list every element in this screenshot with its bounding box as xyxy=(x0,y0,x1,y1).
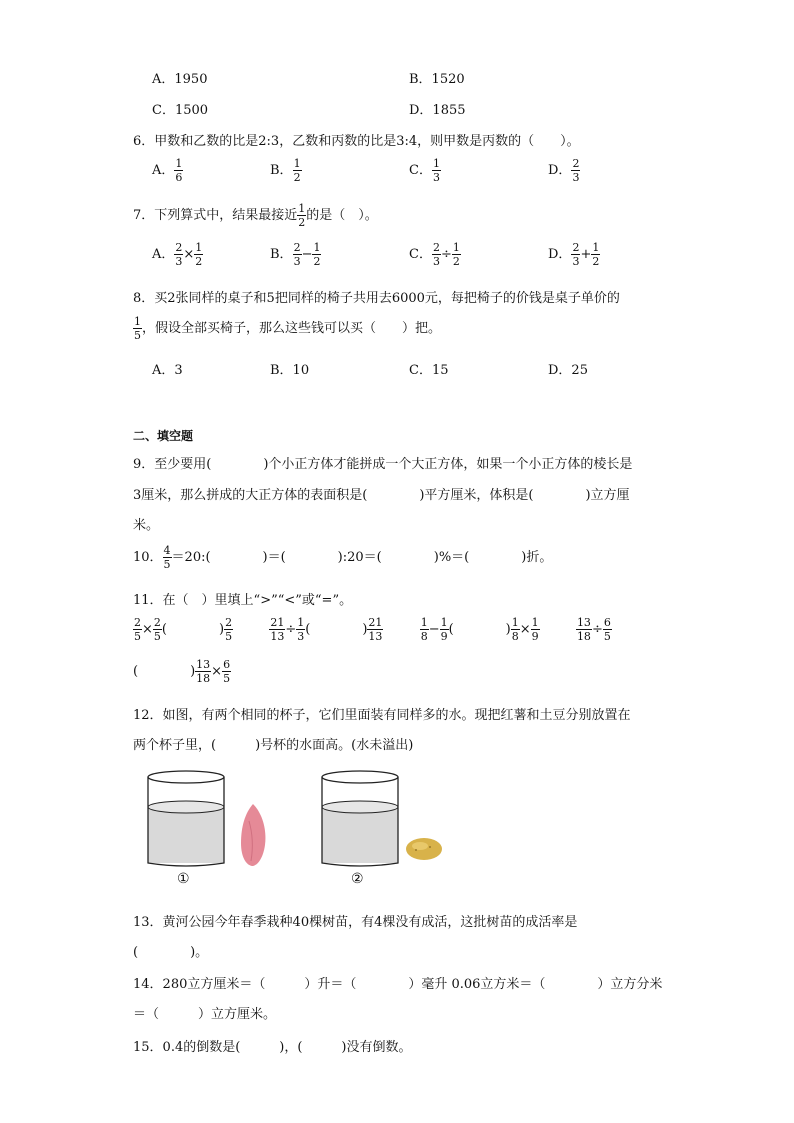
q8-line1: 8．买2张同样的桌子和5把同样的椅子共用去6000元，每把椅子的价钱是桌子单价的 xyxy=(133,291,620,306)
q8-option-b: B．10 xyxy=(270,363,310,378)
q9-line2: 3厘米，那么拼成的大正方体的表面积是( )平方厘米，体积是( )立方厘 xyxy=(133,488,630,503)
q7-option-c: C． $\frac{2}{3}$ ÷ $\frac{1}{2}$ xyxy=(409,241,460,268)
cup-1-figure xyxy=(140,765,235,869)
q13-line1: 13．黄河公园今年春季栽种40棵树苗，有4棵没有成活，这批树苗的成活率是 xyxy=(133,915,578,930)
cup-2-label: ② xyxy=(351,871,364,887)
cup-1-rim xyxy=(148,771,224,783)
q9-line3: 米。 xyxy=(133,518,160,533)
sweet-potato-icon xyxy=(238,803,268,868)
cup-2-water-surface xyxy=(322,801,398,813)
q7-stem: 7．下列算式中，结果最接近 $\frac{1}{2}$ 的是（ ）。 xyxy=(133,202,378,229)
q7-option-a: A． $\frac{2}{3}$ × $\frac{1}{2}$ xyxy=(152,241,203,268)
q6-option-d: D． $\frac{2}{3}$ xyxy=(548,157,580,184)
q13-line2: ( )。 xyxy=(133,945,209,960)
section-heading: 二、填空题 xyxy=(133,429,194,443)
q5-option-a: A．1950 xyxy=(152,72,208,87)
q5-option-d: D．1855 xyxy=(409,103,466,118)
q6-option-c: C． $\frac{1}{3}$ xyxy=(409,157,440,184)
q11-row1: $\frac{2}{5}$ × $\frac{2}{5}$ ( ) $\frac{2}{5}$ $\frac{21}{13}$ ÷ $\frac{1}{3}$ ( ) $\frac{21}{13}$ $\frac{1}{8}$ − $\frac{1}{9}$ ( ) $\frac{1}{8}$ × $\frac{1}{9}$ $\frac{13}{18}$ ÷ $\frac{6}{5}$ xyxy=(134,616,611,643)
q7-option-d: D． $\frac{2}{3}$ + $\frac{1}{2}$ xyxy=(548,241,600,268)
q6-stem: 6．甲数和乙数的比是2:3，乙数和丙数的比是3:4，则甲数是丙数的（ ）。 xyxy=(133,134,580,149)
q7-option-b: B． $\frac{2}{3}$ − $\frac{1}{2}$ xyxy=(270,241,321,268)
q14-line1: 14．280立方厘米＝（ ）升＝（ ）毫升 0.06立方米＝（ ）立方分米 xyxy=(133,977,663,992)
q8-option-c: C．15 xyxy=(409,363,449,378)
q8-line2: $\frac{1}{5}$ ，假设全部买椅子，那么这些钱可以买（ ）把。 xyxy=(134,315,442,342)
potato-icon xyxy=(404,835,444,863)
cup-2-rim xyxy=(322,771,398,783)
q6-option-a: A． $\frac{1}{6}$ xyxy=(152,157,183,184)
q8-option-d: D．25 xyxy=(548,363,588,378)
q6-option-b: B． $\frac{1}{2}$ xyxy=(270,157,301,184)
cup-1-water-surface xyxy=(148,801,224,813)
cup-2-water xyxy=(322,807,398,863)
q12-line1: 12．如图，有两个相同的杯子，它们里面装有同样多的水。现把红薯和土豆分别放置在 xyxy=(133,708,631,723)
cup-1-water xyxy=(148,807,224,863)
cup-1-label: ① xyxy=(177,871,190,887)
q5-option-b: B．1520 xyxy=(409,72,465,87)
q12-line2: 两个杯子里，( )号杯的水面高。(水未溢出) xyxy=(133,738,414,753)
q5-option-c: C．1500 xyxy=(152,103,209,118)
q11-stem: 11．在（ ）里填上“>”“<”或“=”。 xyxy=(133,593,353,608)
cup-2-figure xyxy=(314,765,409,869)
q9-line1: 9．至少要用( )个小正方体才能拼成一个大正方体，如果一个小正方体的棱长是 xyxy=(133,457,633,472)
q14-line2: ＝（ ）立方厘米。 xyxy=(133,1007,277,1022)
q15: 15．0.4的倒数是( )，( )没有倒数。 xyxy=(133,1040,412,1055)
q10: 10． $\frac{4}{5}$ ＝20:( )＝( ):20＝( )%＝( )折。 xyxy=(133,544,553,571)
q8-option-a: A．3 xyxy=(152,363,183,378)
q11-row2: ( ) $\frac{13}{18}$ × $\frac{6}{5}$ xyxy=(133,658,231,685)
